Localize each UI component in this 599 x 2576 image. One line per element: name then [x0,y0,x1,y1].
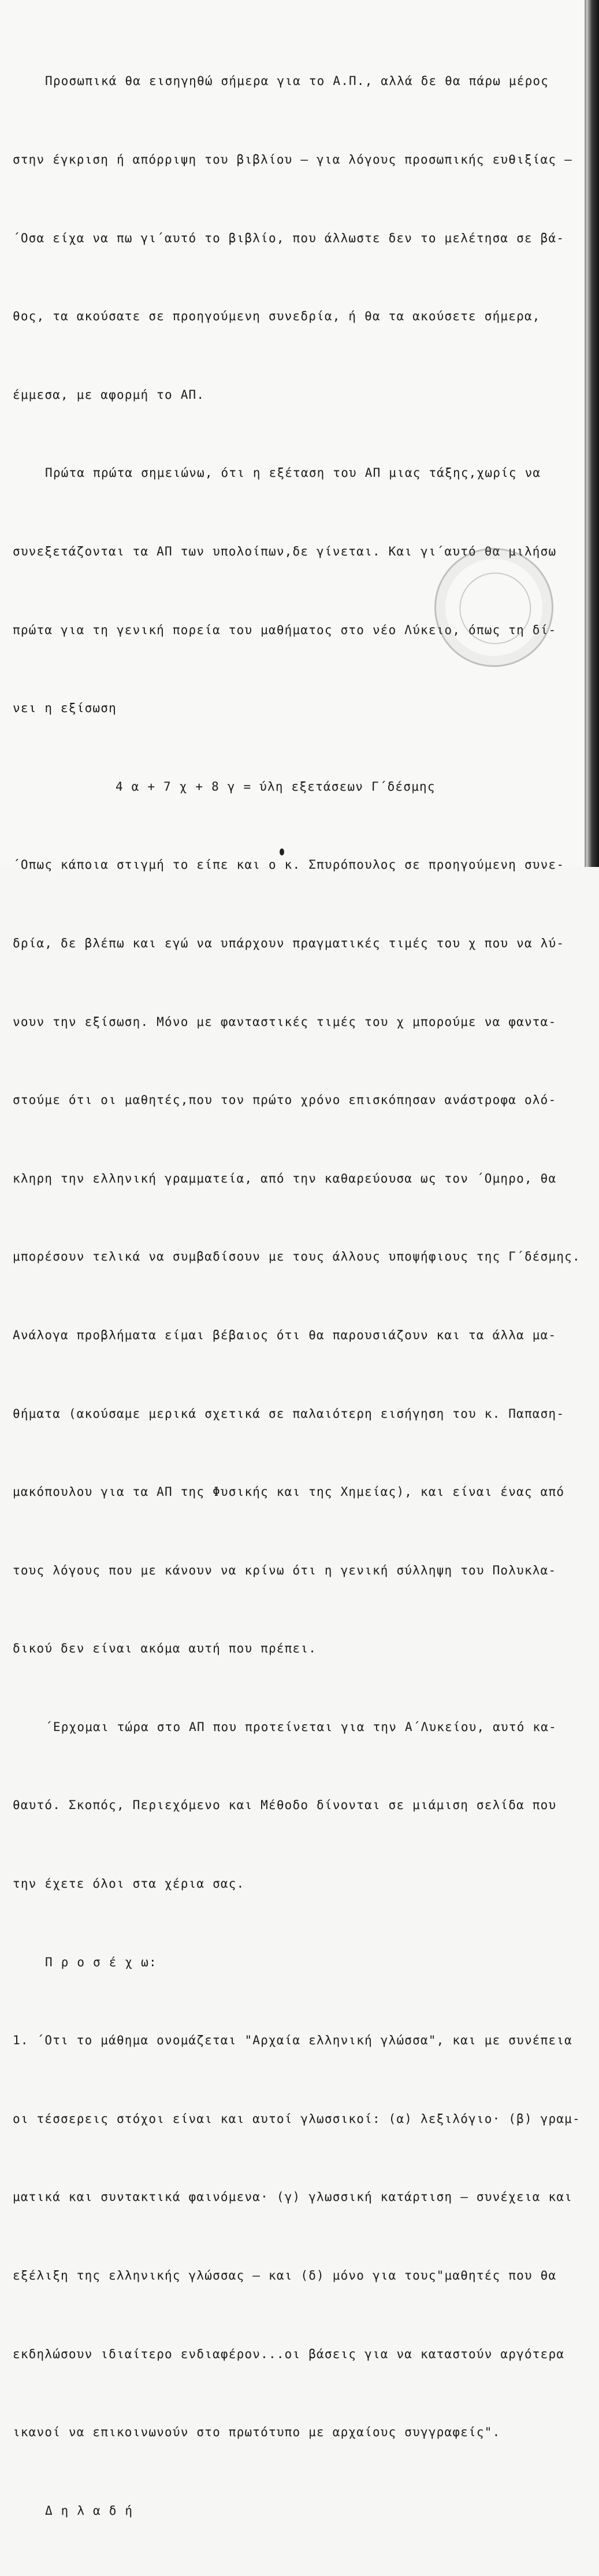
stamp-inner-ring-icon [453,566,538,651]
text-line: συνεξετάζονται τα ΑΠ των υπολοίπων,δε γίνεται. Και γι΄αυτό θα μιλήσω [13,544,557,558]
text-line: μπορέσουν τελικά να συμβαδίσουν με τους άλλους υποψήφιους της Γ΄δέσμης. [13,1250,581,1264]
text-line: τους λόγους που με κάνουν να κρίνω ότι η γενική σύλληψη του Πολυκλα- [13,1563,557,1577]
text-line: δρία, δε βλέπω και εγώ να υπάρχουν πραγματικές τιμές του χ που να λύ- [13,936,565,950]
text-line: δικού δεν είναι ακόμα αυτή που πρέπει. [13,1641,317,1656]
list-item-line: οι τέσσερεις στόχοι είναι και αυτοί γλωσσικοί: (α) λεξιλόγιο· (β) γραμ- [13,2111,581,2126]
closing-word: Δ η λ α δ ή [45,2503,133,2518]
text-line: νουν την εξίσωση. Μόνο με φανταστικές τιμές του χ μπορούμε να φαντα- [13,1014,557,1029]
list-item-line: 1. ΄Οτι το μάθημα ονομάζεται "Αρχαία ελληνική γλώσσα", και με συνέπεια [13,2033,573,2048]
text-line: Ανάλογα προβλήματα είμαι βέβαιος ότι θα παρουσιάζουν και τα άλλα μα- [13,1328,557,1342]
list-item-line: ματικά και συντακτικά φαινόμενα· (γ) γλωσσική κατάρτιση — συνέχεια και [13,2190,573,2204]
text-line: την έχετε όλοι στα χέρια σας. [13,1877,245,1891]
text-line: ΄Οσα είχα να πω γι΄αυτό το βιβλίο, που άλλωστε δεν το μελέτησα σε βά- [13,231,565,245]
text-line: πρώτα για τη γενική πορεία του μαθήματος στο νέο Λύκειο, όπως τη δί- [13,622,557,637]
text-line: θήματα (ακούσαμε μερικά σχετικά σε παλαιότερη εισήγηση του κ. Παπαση- [13,1406,565,1421]
text-line: ΄Οπως κάποια στιγμή το είπε και ο κ. Σπυρόπουλος σε προηγούμενη συνε- [13,858,565,872]
text-line: κληρη την ελληνική γραμματεία, από την καθαρεύουσα ως τον ΄Ομηρο, θα [13,1171,557,1185]
text-line: στην έγκριση ή απόρριψη του βιβλίου — για λόγους προσωπικής ευθιξίας — [13,153,573,166]
list-item-line: ικανοί να επικοινωνούν στο πρωτότυπο με αρχαίους συγγραφείς". [13,2425,501,2440]
binding-spine [586,0,599,867]
text-line: Πρώτα πρώτα σημειώνω, ότι η εξέταση του ΑΠ μιας τάξης,χωρίς να [45,466,541,480]
text-line: ΄Ερχομαι τώρα στο ΑΠ που προτείνεται για την Α΄Λυκείου, αυτό κα- [45,1719,557,1734]
text-line: Προσωπικά θα εισηγηθώ σήμερα για το Α.Π., αλλά δε θα πάρω μέρος [45,74,549,88]
text-line: στούμε ότι οι μαθητές,που τον πρώτο χρόνο επισκόπησαν ανάστροφα ολό- [13,1093,557,1107]
text-line: θος, τα ακούσατε σε προηγούμενη συνεδρία, ή θα τα ακούσετε σήμερα, [13,309,541,324]
section-heading: Π ρ ο σ έ χ ω: [45,1955,157,1969]
list-item-line: εκδηλώσουν ιδιαίτερο ενδιαφέρον...οι βάσεις για να καταστούν αργότερα [13,2347,565,2361]
text-line: θαυτό. Σκοπός, Περιεχόμενο και Μέθοδο δίνονται σε μιάμιση σελίδα που [13,1798,557,1813]
text-line: νει η εξίσωση [13,701,117,716]
equation-line: 4 α + 7 χ + 8 γ = ύλη εξετάσεων Γ΄δέσμης [116,779,436,794]
text-line: μακόπουλου για τα ΑΠ της Φυσικής και της Χημείας), και είναι ένας από [13,1485,565,1499]
text-line: έμμεσα, με αφορμή το ΑΠ. [13,387,205,402]
list-item-line: εξέλιξη της ελληνικής γλώσσας — και (δ) μόνο για τους"μαθητές που θα [13,2269,557,2283]
ink-dot-icon [280,848,284,855]
page-text [13,16,581,2576]
